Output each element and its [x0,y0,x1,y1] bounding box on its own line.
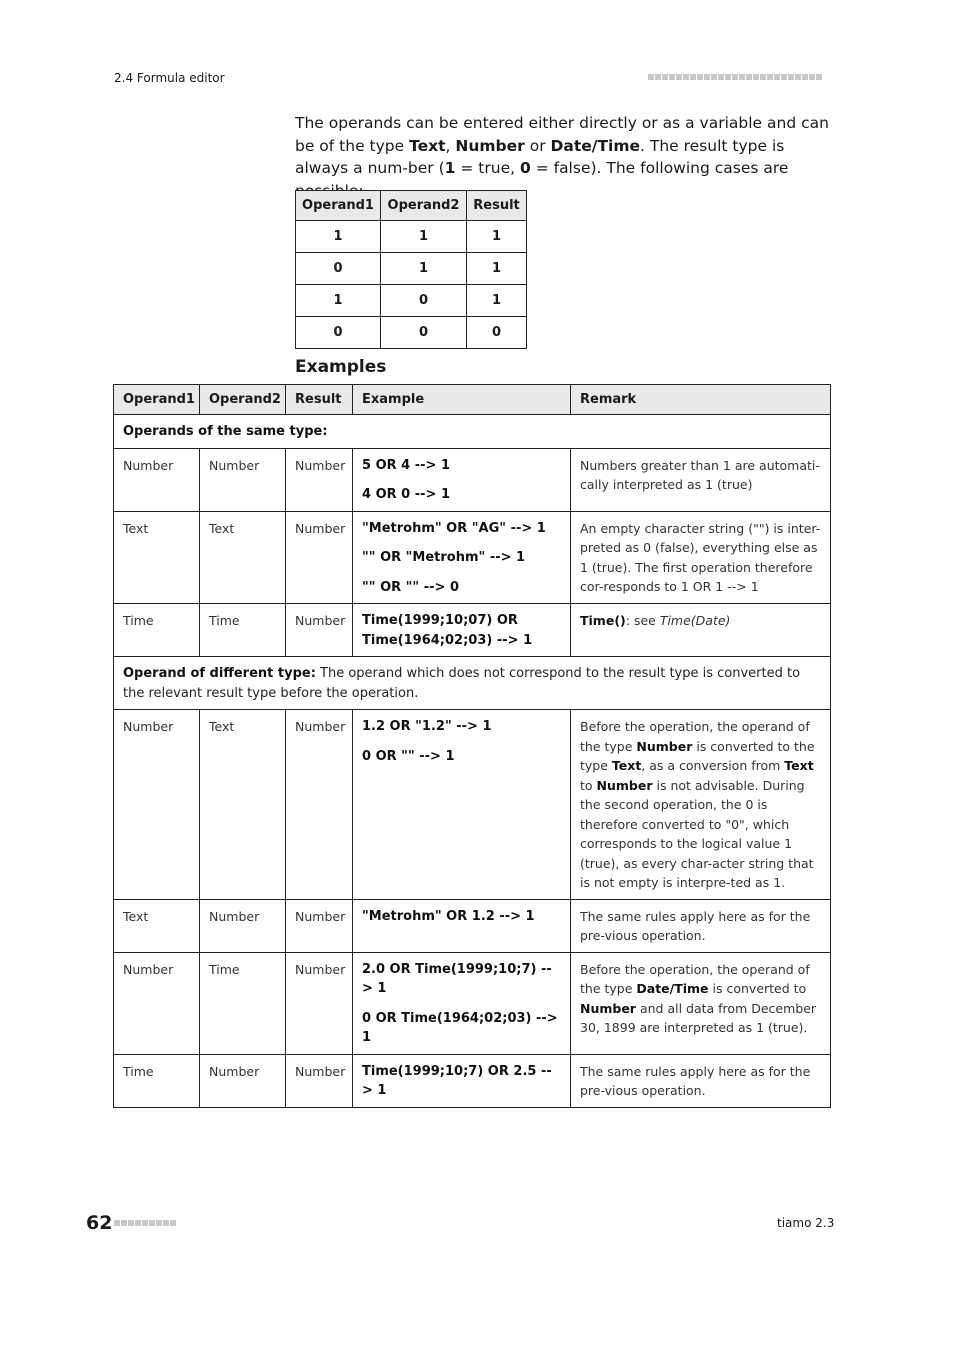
remark-cell: The same rules apply here as for the pre-vious operation. [571,899,831,952]
operand1-cell: Text [114,899,200,952]
operand1-cell: Text [114,511,200,604]
examples-heading: Examples [295,357,387,377]
table-cell: 0 [381,317,467,349]
col-header: Remark [571,385,831,415]
table-cell: 1 [467,285,527,317]
table-cell: 1 [467,253,527,285]
example-cell: 5 OR 4 --> 1 4 OR 0 --> 1 [353,448,571,511]
col-header: Result [286,385,353,415]
col-header: Operand2 [200,385,286,415]
result-cell: Number [286,604,353,657]
table-cell: 0 [296,317,381,349]
table-cell: 0 [296,253,381,285]
table-cell: 1 [381,253,467,285]
col-header: Operand1 [296,191,381,221]
result-cell: Number [286,899,353,952]
table-row [296,253,527,285]
operand1-cell: Number [114,952,200,1054]
page-number: 62 [86,1212,113,1234]
remark-cell: Time(): see Time(Date) [571,604,831,657]
section-row [114,415,831,449]
operand2-cell: Number [200,1054,286,1107]
table-row [114,1054,831,1107]
example-cell: 2.0 OR Time(1999;10;7) --> 1 0 OR Time(1964;02;03) --> 1 [353,952,571,1054]
header-section-title: 2.4 Formula editor [114,71,225,85]
operand2-cell: Number [200,899,286,952]
col-header: Operand1 [114,385,200,415]
section-row [114,657,831,710]
operand1-cell: Time [114,604,200,657]
section-label: Operands of the same type: [114,415,831,449]
remark-cell: Numbers greater than 1 are automati-cally interpreted as 1 (true) [571,448,831,511]
result-cell: Number [286,511,353,604]
operand2-cell: Number [200,448,286,511]
header-decoration [648,74,822,80]
remark-cell: An empty character string ("") is inter-preted as 0 (false), everything else as 1 (true). The first operation therefore cor-responds to 1 OR 1 --> 1 [571,511,831,604]
result-cell: Number [286,1054,353,1107]
operand2-cell: Text [200,710,286,900]
examples-table [113,384,831,1108]
result-cell: Number [286,448,353,511]
table-row [114,710,831,900]
example-cell: "Metrohm" OR 1.2 --> 1 [353,899,571,952]
table-row [296,317,527,349]
truth-table-header [296,191,527,221]
col-header: Example [353,385,571,415]
truth-table [295,190,527,349]
example-cell: Time(1999;10;7) OR 2.5 --> 1 [353,1054,571,1107]
operand1-cell: Number [114,448,200,511]
example-cell: "Metrohm" OR "AG" --> 1 "" OR "Metrohm" --> 1 "" OR "" --> 0 [353,511,571,604]
operand1-cell: Number [114,710,200,900]
table-cell: 1 [296,285,381,317]
operand2-cell: Text [200,511,286,604]
result-cell: Number [286,710,353,900]
table-row [296,221,527,253]
footer-product: tiamo 2.3 [777,1216,835,1230]
table-cell: 1 [296,221,381,253]
remark-cell: Before the operation, the operand of the type Number is converted to the type Text, as a conversion from Text to Number is not advisable. During the second operation, the 0 is therefore converted to "0", which corresponds to the logical value 1 (true), as every char-acter string that is not empty is interpre-ted as 1. [571,710,831,900]
operand2-cell: Time [200,604,286,657]
table-row [114,448,831,511]
example-cell: 1.2 OR "1.2" --> 1 0 OR "" --> 1 [353,710,571,900]
table-row [114,952,831,1054]
col-header: Operand2 [381,191,467,221]
intro-paragraph: The operands can be entered either directly or as a variable and can be of the type Text, Number or Date/Time. The result type is always a num-ber (1 = true, 0 = false). The following cases are [295,114,829,177]
footer-decoration [114,1220,176,1226]
operand2-cell: Time [200,952,286,1054]
examples-header-row [114,385,831,415]
table-row [114,511,831,604]
col-header: Result [467,191,527,221]
table-cell: 0 [381,285,467,317]
table-row [114,899,831,952]
remark-cell: The same rules apply here as for the pre-vious operation. [571,1054,831,1107]
result-cell: Number [286,952,353,1054]
table-row [114,604,831,657]
table-cell: 1 [467,221,527,253]
table-row [296,285,527,317]
table-cell: 0 [467,317,527,349]
table-cell: 1 [381,221,467,253]
remark-cell: Before the operation, the operand of the type Date/Time is converted to Number and all data from December 30, 1899 are interpreted as 1 (true). [571,952,831,1054]
section-label: Operand of different type: The operand which does not correspond to the result type is converted to the relevant result type before the operation. [114,657,831,710]
operand1-cell: Time [114,1054,200,1107]
example-cell: Time(1999;10;07) OR Time(1964;02;03) --> 1 [353,604,571,657]
